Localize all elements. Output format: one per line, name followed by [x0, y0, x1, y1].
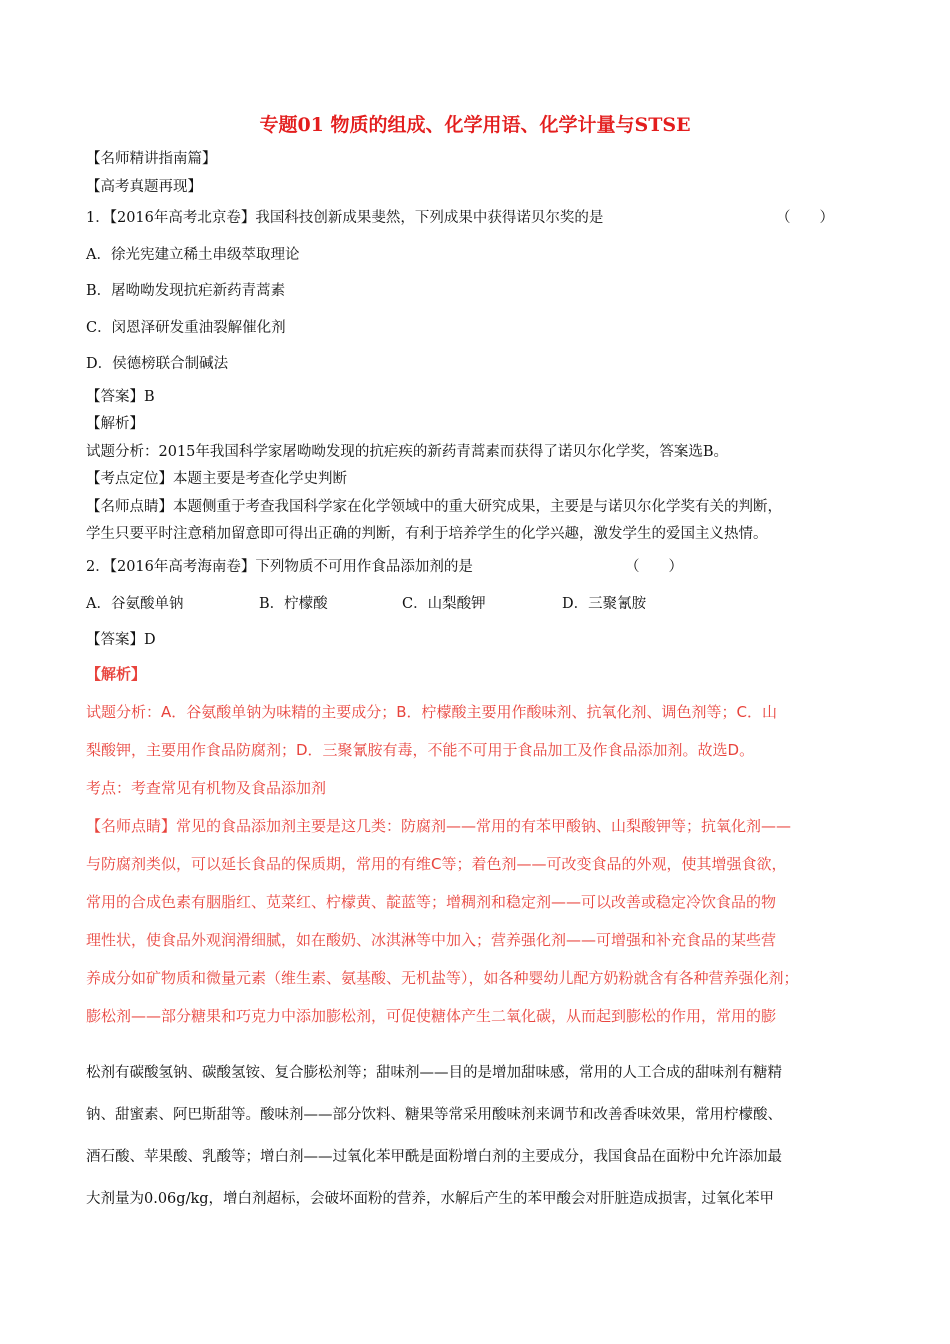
section-guide-heading: 【名师精讲指南篇】 — [86, 151, 217, 167]
q2-analysis-label: 【解析】 — [86, 665, 147, 683]
q1-option-c: C．闵恩泽研发重油裂解催化剂 — [86, 320, 286, 336]
q2-answer-blank: （ ） — [625, 559, 683, 575]
q1-answer: 【答案】B — [86, 389, 155, 405]
q2-tips-red-line: 养成分如矿物质和微量元素（维生素、氨基酸、无机盐等），如各种婴幼儿配方奶粉就含有各种营养强化剂； — [86, 969, 799, 987]
q2-tips-black-line: 松剂有碳酸氢钠、碳酸氢铵、复合膨松剂等；甜味剂——目的是增加甜味感，常用的人工合成的甜味剂有糖精 — [86, 1065, 782, 1081]
q2-tips-red-line: 【名师点睛】常见的食品添加剂主要是这几类：防腐剂——常用的有苯甲酸钠、山梨酸钾等；抗氧化剂—— — [86, 817, 792, 835]
q1-answer-blank: （ ） — [776, 210, 834, 226]
q2-tips-black-line: 钠、甜蜜素、阿巴斯甜等。酸味剂——部分饮料、糖果等常采用酸味剂来调节和改善香味效果，常用柠檬酸、 — [86, 1107, 782, 1123]
q2-tips-red-line: 常用的合成色素有胭脂红、苋菜红、柠檬黄、靛蓝等；增稠剂和稳定剂——可以改善或稳定冷饮食品的物 — [86, 893, 777, 911]
q2-point: 考点：考查常见有机物及食品添加剂 — [86, 779, 327, 797]
section-real-heading: 【高考真题再现】 — [86, 179, 202, 195]
q1-tips-line-1: 【名师点睛】本题侧重于考查我国科学家在化学领域中的重大研究成果，主要是与诺贝尔化学奖有关的判断， — [86, 499, 782, 515]
q2-option-c: C．山梨酸钾 — [402, 596, 486, 612]
q1-option-b: B．屠呦呦发现抗疟新药青蒿素 — [86, 283, 286, 299]
q1-option-d: D．侯德榜联合制碱法 — [86, 356, 229, 372]
q1-analysis-label: 【解析】 — [86, 416, 144, 432]
q2-analysis-line-1: 试题分析：A．谷氨酸单钠为味精的主要成分；B．柠檬酸主要用作酸味剂、抗氧化剂、调色剂等；C．山 — [86, 703, 778, 721]
q2-tips-red-line: 与防腐剂类似，可以延长食品的保质期，常用的有维C等；着色剂——可改变食品的外观，使其增强食欲， — [86, 855, 787, 873]
q2-tips-red-line: 膨松剂——部分糖果和巧克力中添加膨松剂，可促使糖体产生二氧化碳，从而起到膨松的作用，常用的膨 — [86, 1007, 777, 1025]
q2-option-a: A．谷氨酸单钠 — [86, 596, 184, 612]
q2-tips-black-line: 酒石酸、苹果酸、乳酸等；增白剂——过氧化苯甲酰是面粉增白剂的主要成分，我国食品在面粉中允许添加最 — [86, 1149, 782, 1165]
q2-stem: 2．【2016年高考海南卷】下列物质不可用作食品添加剂的是 — [86, 559, 473, 575]
q1-option-a: A．徐光宪建立稀土串级萃取理论 — [86, 247, 300, 263]
q2-option-d: D．三聚氰胺 — [562, 596, 647, 612]
q1-stem: 1．【2016年高考北京卷】我国科技创新成果斐然，下列成果中获得诺贝尔奖的是 — [86, 210, 604, 226]
q1-analysis: 试题分析：2015年我国科学家屠呦呦发现的抗疟疾的新药青蒿素而获得了诺贝尔化学奖，答案选B。 — [86, 444, 729, 460]
q1-tips-line-2: 学生只要平时注意稍加留意即可得出正确的判断，有利于培养学生的化学兴趣，激发学生的爱国主义热情。 — [86, 526, 768, 542]
q1-point: 【考点定位】本题主要是考查化学史判断 — [86, 471, 347, 487]
q2-answer: 【答案】D — [86, 632, 156, 648]
q2-tips-red-line: 理性状，使食品外观润滑细腻，如在酸奶、冰淇淋等中加入；营养强化剂——可增强和补充食品的某些营 — [86, 931, 777, 949]
q2-tips-black-line: 大剂量为0.06g/kg，增白剂超标，会破坏面粉的营养，水解后产生的苯甲酸会对肝脏造成损害，过氧化苯甲 — [86, 1191, 775, 1207]
q2-option-b: B．柠檬酸 — [259, 596, 328, 612]
page-title: 专题01 物质的组成、化学用语、化学计量与STSE — [259, 114, 691, 136]
q2-analysis-line-2: 梨酸钾，主要用作食品防腐剂；D．三聚氰胺有毒，不能不可用于食品加工及作食品添加剂。故选D。 — [86, 741, 755, 759]
